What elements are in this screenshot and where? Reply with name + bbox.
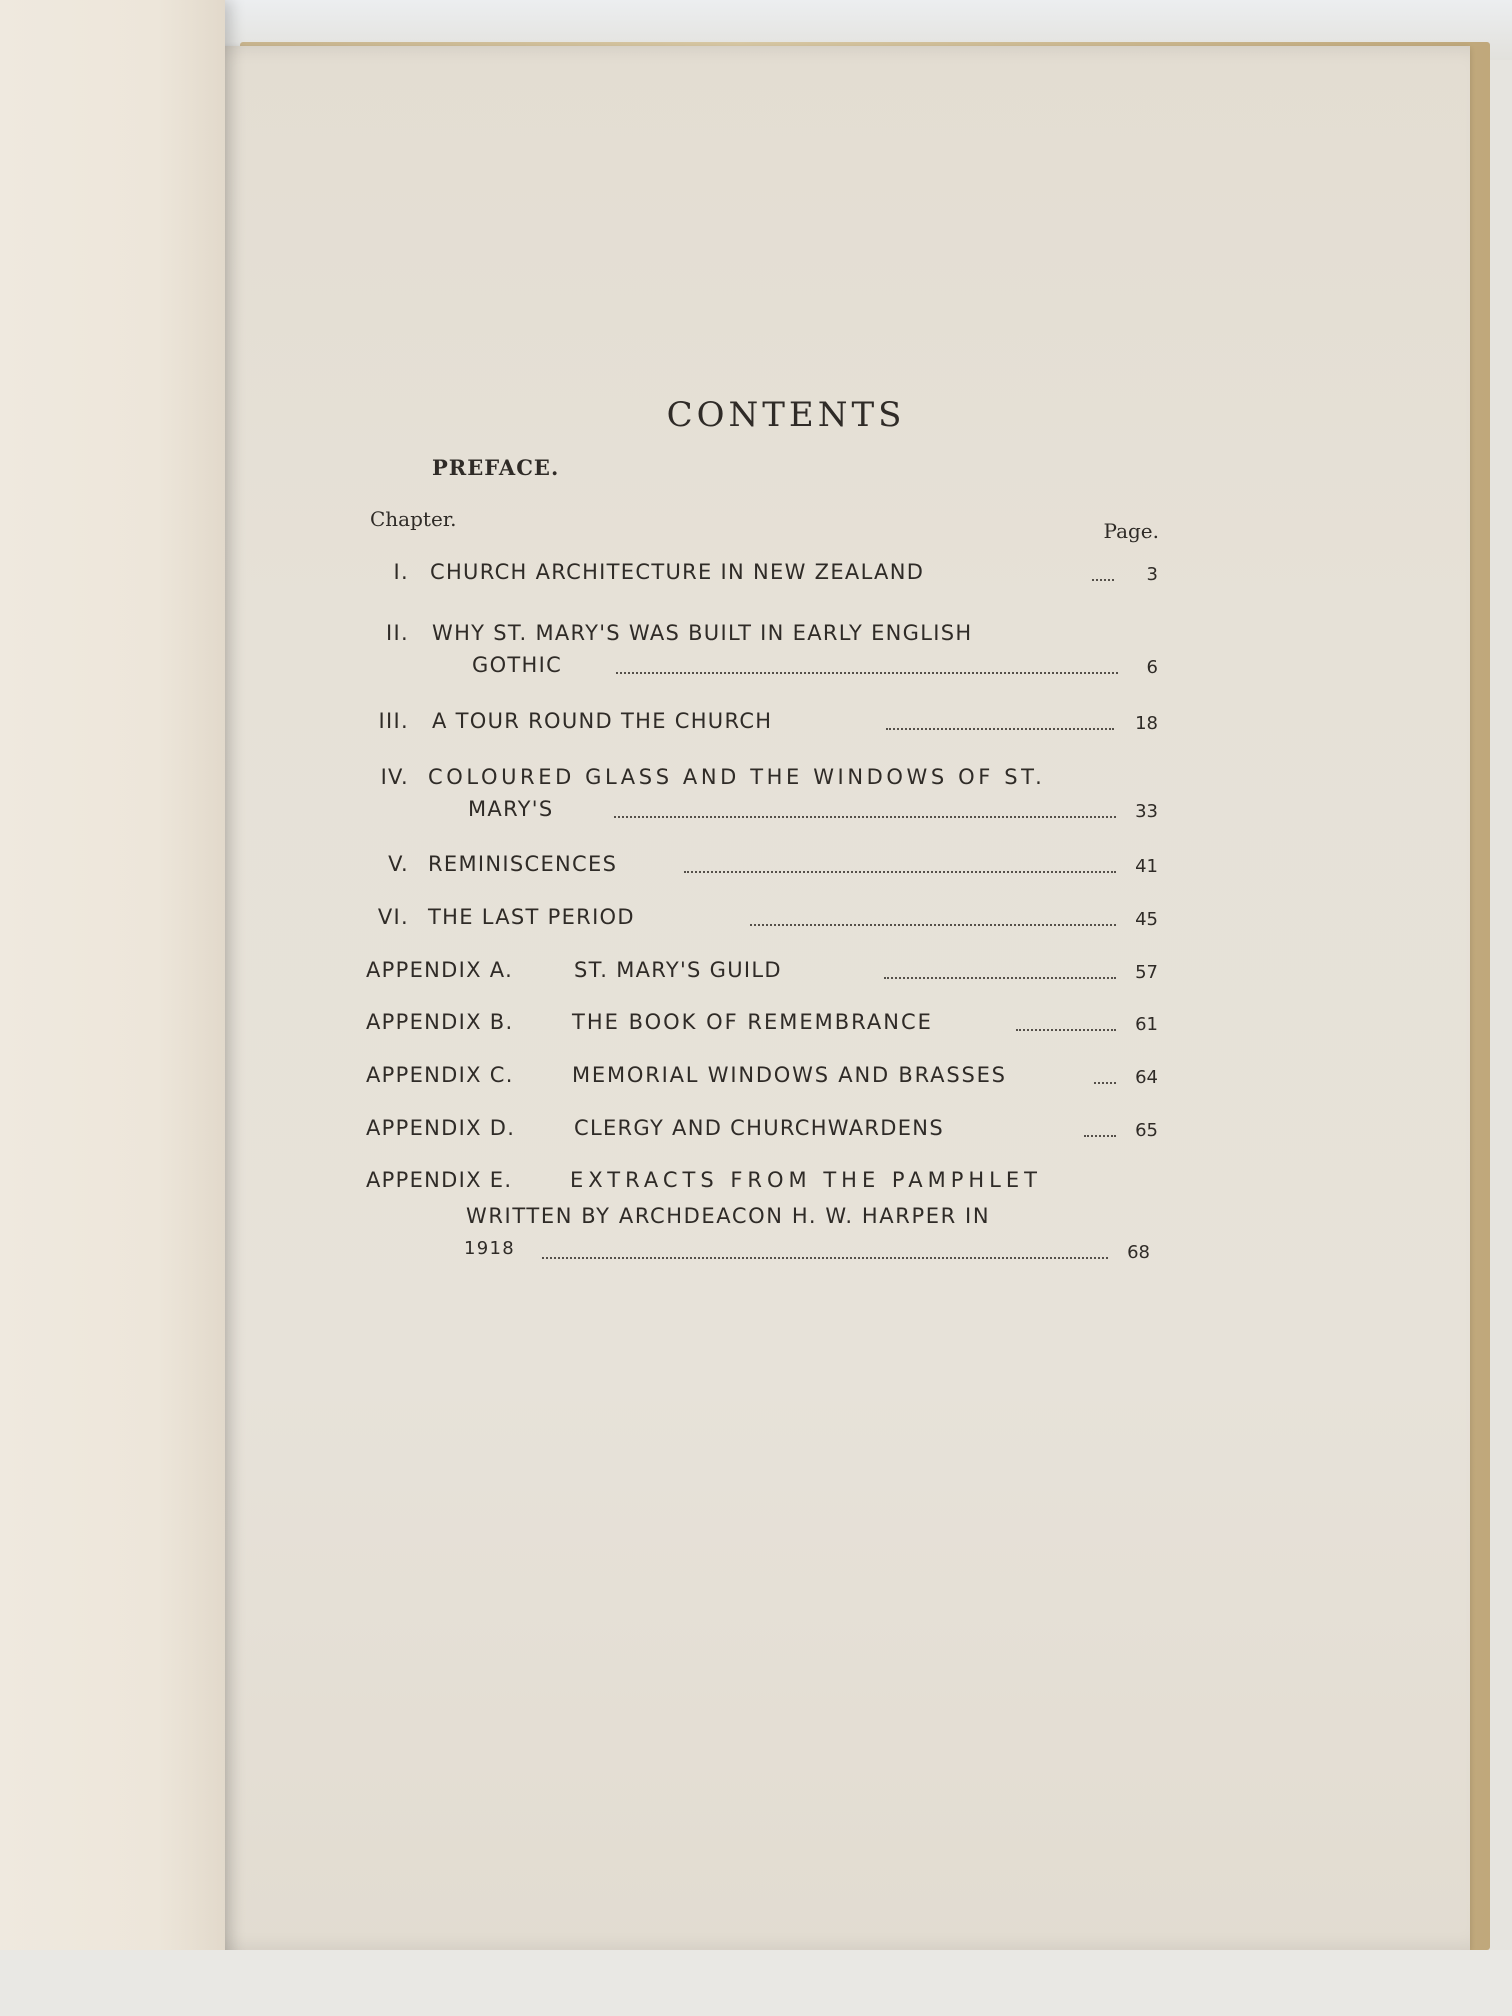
entry-page: 57 <box>1135 962 1158 983</box>
entry-title: THE BOOK OF REMEMBRANCE <box>572 1010 933 1034</box>
entry-title: WHY ST. MARY'S WAS BUILT IN EARLY ENGLISH <box>432 621 973 645</box>
preface-label: PREFACE. <box>432 455 560 480</box>
dot-leader <box>886 728 1114 730</box>
entry-number: APPENDIX A. <box>366 958 514 982</box>
entry-title: COLOURED GLASS AND THE WINDOWS OF ST. <box>428 765 1046 789</box>
entry-page: 3 <box>1146 564 1158 585</box>
entry-title: EXTRACTS FROM THE PAMPHLET <box>570 1168 1042 1192</box>
dot-leader <box>684 871 1116 873</box>
toc-entry <box>366 621 1166 681</box>
entry-title: CLERGY AND CHURCHWARDENS <box>574 1116 944 1140</box>
entry-page: 68 <box>1127 1242 1150 1263</box>
dot-leader <box>884 977 1116 979</box>
entry-page: 64 <box>1135 1067 1158 1088</box>
left-page <box>0 0 225 2016</box>
entry-page: 6 <box>1146 657 1158 678</box>
chapter-column-header: Chapter. <box>370 507 457 531</box>
toc-entry <box>366 560 1166 588</box>
entry-title: MEMORIAL WINDOWS AND BRASSES <box>572 1063 1007 1087</box>
entry-number: V. <box>388 852 409 876</box>
entry-page: 18 <box>1135 713 1158 734</box>
dot-leader <box>1092 579 1114 581</box>
entry-page: 33 <box>1135 801 1158 822</box>
entry-number: APPENDIX C. <box>366 1063 514 1087</box>
toc-entry <box>366 958 1166 986</box>
toc-entry <box>366 905 1166 933</box>
dot-leader <box>750 924 1116 926</box>
toc-entry <box>366 1168 1166 1266</box>
toc-entry <box>366 852 1166 880</box>
dot-leader <box>542 1257 1108 1259</box>
dot-leader <box>1084 1135 1116 1137</box>
entry-page: 45 <box>1135 909 1158 930</box>
entry-page: 65 <box>1135 1120 1158 1141</box>
entry-title-continued: GOTHIC <box>472 653 563 677</box>
entry-title: CHURCH ARCHITECTURE IN NEW ZEALAND <box>430 560 925 584</box>
contents-title: CONTENTS <box>666 395 906 435</box>
toc-entry <box>366 1063 1166 1091</box>
toc-entry <box>366 1116 1166 1144</box>
dot-leader <box>1016 1029 1116 1031</box>
entry-title: THE LAST PERIOD <box>428 905 635 929</box>
dot-leader <box>614 816 1116 818</box>
toc-entry <box>366 1010 1166 1038</box>
entry-number: APPENDIX B. <box>366 1010 514 1034</box>
entry-title: REMINISCENCES <box>428 852 618 876</box>
entry-number: APPENDIX D. <box>366 1116 516 1140</box>
entry-number: I. <box>393 560 409 584</box>
dot-leader <box>616 672 1118 674</box>
entry-number: APPENDIX E. <box>366 1168 513 1192</box>
entry-title-continued: MARY'S <box>468 797 554 821</box>
entry-page: 61 <box>1135 1014 1158 1035</box>
entry-number: IV. <box>380 765 409 789</box>
entry-title-continued: WRITTEN BY ARCHDEACON H. W. HARPER IN <box>466 1204 991 1228</box>
right-page <box>200 46 1470 1950</box>
entry-title: ST. MARY'S GUILD <box>574 958 782 982</box>
entry-title-continued: 1918 <box>464 1238 516 1259</box>
page-column-header: Page. <box>1103 519 1159 543</box>
entry-title: A TOUR ROUND THE CHURCH <box>432 709 773 733</box>
background-bottom <box>0 1950 1512 2016</box>
entry-number: II. <box>386 621 409 645</box>
dot-leader <box>1094 1082 1116 1084</box>
entry-page: 41 <box>1135 856 1158 877</box>
toc-entry <box>366 709 1166 737</box>
entry-number: III. <box>378 709 409 733</box>
entry-number: VI. <box>377 905 409 929</box>
toc-entry <box>366 765 1166 825</box>
